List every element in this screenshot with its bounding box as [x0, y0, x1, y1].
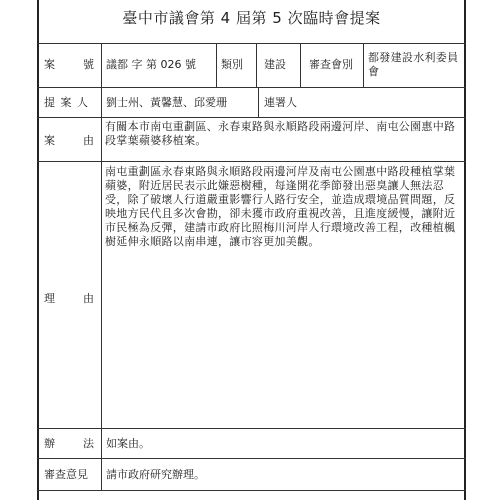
reason-label: 理 由: [44, 292, 94, 305]
proposer-names: 劉士州、黃馨慧、邱愛珊: [106, 96, 227, 109]
page-title: 臺中市議會第 4 屆第 5 次臨時會提案: [122, 9, 381, 27]
category-value: 建設: [264, 58, 286, 71]
committee-value: 都發建設水利委員會: [368, 51, 459, 78]
column-divider: [101, 43, 102, 490]
review-text: 請市政府研究辦理。: [106, 468, 205, 481]
reason-text: 南屯重劃區永春東路與永順路段兩邊河岸及南屯公園惠中路段種植掌葉蘋婆，附近居民表示此嫌惡樹種，每逢開花季節發出惡臭讓人無法忍受，除了破壞人行道嚴重影響行人路行安全，並造成環境品質問題，反映地方民代且多次會勘，卻未獲市政府重視改善，且進度緩慢，讓附近市民極為反彈，建請市政府比照梅川河岸人行環境改善工程，改種植楓樹延伸永順路以南串連，讓市容更加美觀。: [105, 165, 456, 248]
column-divider: [258, 87, 259, 117]
divider: [37, 490, 466, 491]
review-label: 審查意見: [44, 468, 88, 481]
subject-label: 案 由: [44, 134, 94, 147]
column-divider: [300, 43, 301, 87]
column-divider: [256, 43, 257, 87]
column-divider: [363, 43, 364, 87]
committee-label: 審查會別: [309, 58, 353, 71]
subject-text: 有關本市南屯重劃區、永春東路與永順路段兩邊河岸、南屯公園惠中路段掌葉蘋婆移植案。: [105, 120, 456, 147]
case-number-value: 議都 字 第 026 號: [106, 58, 196, 71]
proposer-label: 提 案 人: [44, 96, 89, 109]
method-label: 辦 法: [44, 437, 94, 450]
method-text: 如案由。: [106, 437, 150, 450]
column-divider: [216, 43, 217, 87]
case-number-label: 案 號: [44, 58, 94, 71]
cosigner-label: 連署人: [264, 96, 297, 109]
category-label: 類別: [221, 58, 243, 71]
